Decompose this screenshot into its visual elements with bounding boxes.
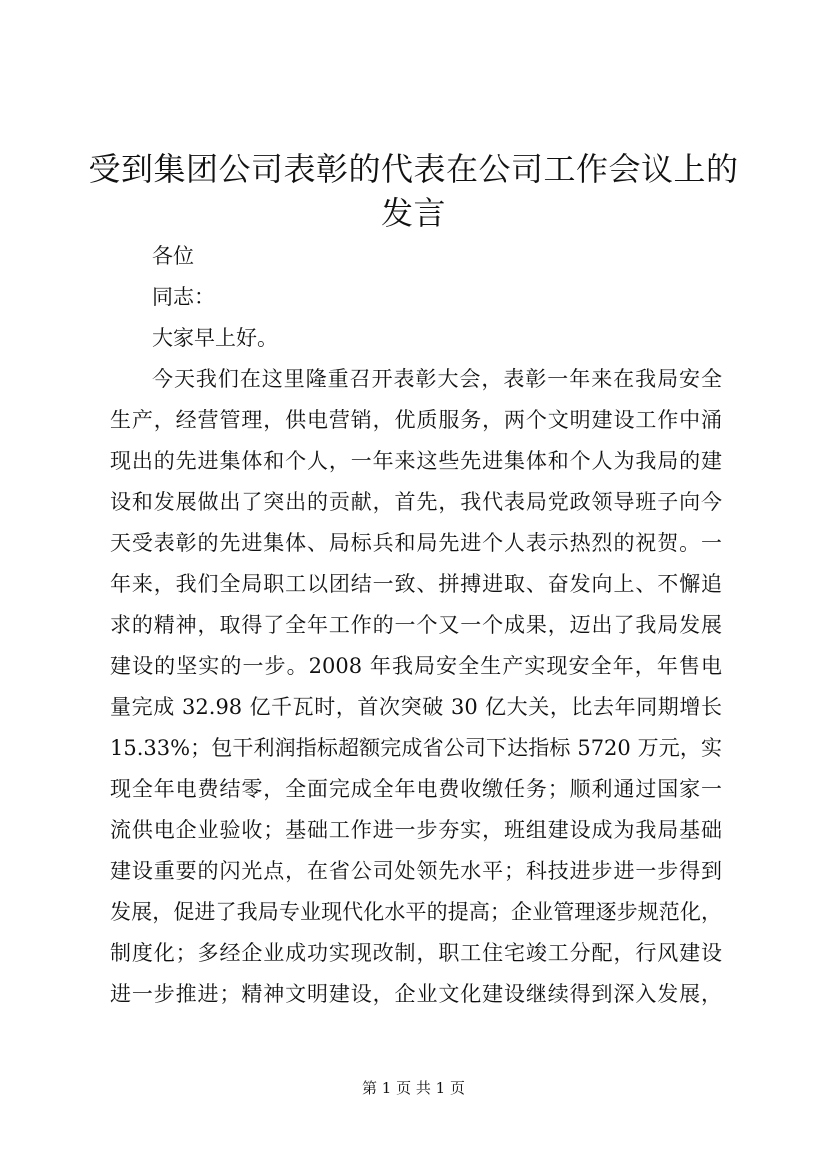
paragraph-line: 求的精神，取得了全年工作的一个又一个成果，迈出了我局发展 [110,613,722,637]
paragraph-line: 建设重要的闪光点，在省公司处领先水平；科技进步进一步得到 [110,859,722,883]
paragraph-line: 流供电企业验收；基础工作进一步夯实，班组建设成为我局基础 [110,818,722,842]
document-title [70,147,757,235]
document-body [110,236,722,1015]
paragraph-line: 年来，我们全局职工以团结一致、拼搏进取、奋发向上、不懈追 [110,572,722,596]
paragraph-line: 量完成 32.98 亿千瓦时，首次突破 30 亿大关，比去年同期增长 [110,695,722,719]
greeting-line: 大家早上好。 [152,326,278,350]
paragraph-line: 15.33%；包干利润指标超额完成省公司下达指标 5720 万元，实 [110,736,722,760]
title-line-1: 受到集团公司表彰的代表在公司工作会议上的 [88,150,739,188]
paragraph-line: 现出的先进集体和个人，一年来这些先进集体和个人为我局的建 [110,449,722,473]
salutation-line-1: 各位 [152,244,194,268]
page-number-footer: 第 1 页 共 1 页 [362,1079,465,1097]
paragraph-line: 生产，经营管理，供电营销，优质服务，两个文明建设工作中涌 [110,408,722,432]
salutation-line-2: 同志： [152,285,215,309]
paragraph-line: 今天我们在这里隆重召开表彰大会，表彰一年来在我局安全 [152,367,722,391]
paragraph-line: 设和发展做出了突出的贡献，首先，我代表局党政领导班子向今 [110,490,722,514]
paragraph-line: 发展，促进了我局专业现代化水平的提高；企业管理逐步规范化， [110,900,722,924]
paragraph-line: 天受表彰的先进集体、局标兵和局先进个人表示热烈的祝贺。一 [110,531,722,555]
paragraph-line: 制度化；多经企业成功实现改制，职工住宅竣工分配，行风建设 [110,941,722,965]
paragraph-line: 现全年电费结零，全面完成全年电费收缴任务；顺利通过国家一 [110,777,722,801]
title-line-2: 发言 [380,194,446,232]
paragraph-line: 进一步推进；精神文明建设，企业文化建设继续得到深入发展， [110,982,722,1006]
paragraph-line: 建设的坚实的一步。2008 年我局安全生产实现安全年，年售电 [110,654,722,678]
